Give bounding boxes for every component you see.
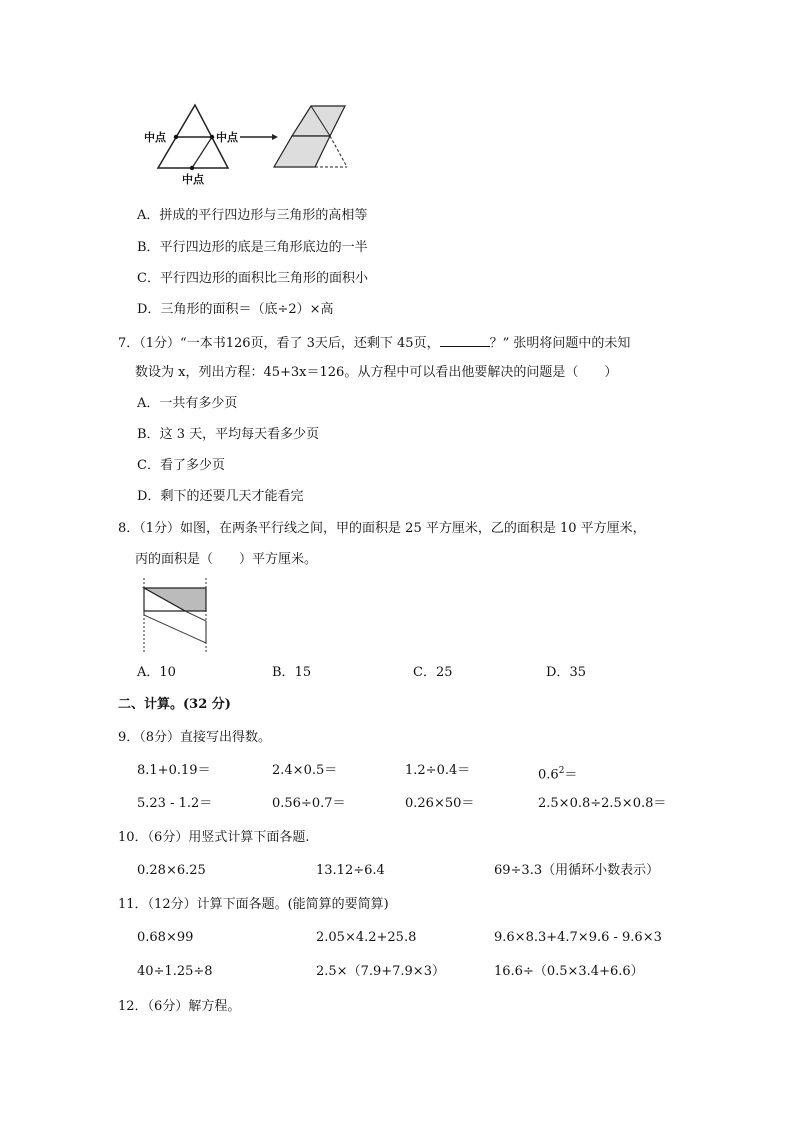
q9-item: 1.2÷0.4＝ [405,763,471,778]
q9-item: 2.4×0.5＝ [272,763,338,778]
option-text: 看了多少页 [159,458,225,473]
q7-option-c [137,457,225,475]
q9-item-power [538,762,577,784]
q11-item: 2.05×4.2+25.8 [316,930,417,945]
q11-item: 0.68×99 [137,930,194,945]
option-text: 三角形的面积＝（底÷2）×高 [160,302,334,317]
q8-option-c [413,664,453,682]
q7-option-d [137,488,303,506]
q7-stem-line1 [118,333,630,353]
q8-stem-line2: 丙的面积是（ ）平方厘米。 [135,552,318,567]
option-text: 拼成的平行四边形与三角形的高相等 [159,208,368,223]
midpoint-label-right: 中点 [216,131,238,144]
q10-item: 13.12÷6.4 [316,863,385,878]
q6-option-d [137,301,334,319]
option-key: A． [137,665,160,680]
q8-option-b [272,664,311,682]
option-text: 剩下的还要几天才能看完 [160,489,304,504]
midpoint-label-bottom: 中点 [182,173,204,186]
triangle-to-parallelogram-figure [140,95,370,190]
q10-item: 0.28×6.25 [137,863,206,878]
q11-item: 40÷1.25÷8 [137,964,213,979]
option-key: A． [137,208,160,223]
option-key: D． [137,302,161,317]
q11-item: 16.6÷（0.5×3.4+6.6） [494,964,644,979]
q9-item: 0.26×50＝ [405,796,475,811]
q6-option-b [137,239,368,257]
q7-option-a [137,395,237,413]
option-text: 25 [435,665,453,680]
equals: ＝ [564,767,578,783]
option-text: 35 [569,665,586,680]
base: 0.6 [538,767,559,783]
q6-option-a [137,207,367,225]
exponent: 2 [558,766,565,776]
q9-title: 9．（8分）直接写出得数。 [118,730,272,745]
q7-option-b [137,426,319,444]
q9-item: 8.1+0.19＝ [137,763,211,778]
option-text: 这 3 天，平均每天看多少页 [159,427,320,442]
q7-stem-part1: 7．（1分）“一本书126页，看了 3天后，还剩下 45页， [118,336,440,351]
option-key: B． [137,240,160,255]
option-key: D． [546,665,570,680]
section-heading-calculation: 二、计算。(32 分) [118,697,231,712]
q6-option-c [137,270,368,288]
q7-stem-part2: ？” 张明将问题中的未知 [489,336,631,351]
option-key: B． [137,427,160,442]
q11-title: 11．（12分）计算下面各题。(能简算的要简算) [118,897,389,912]
midpoint-label-left: 中点 [144,131,166,144]
q7-stem-line2: 数设为 x，列出方程：45+3x＝126。从方程中可以看出他要解决的问题是（ ） [135,365,618,380]
option-text: 15 [294,665,312,680]
q7-blank [440,333,490,347]
option-key: C． [137,458,160,473]
option-key: A． [137,396,160,411]
q10-title: 10．（6分）用竖式计算下面各题. [118,830,310,845]
parallel-lines-diagram-svg [140,578,220,658]
option-key: C． [137,271,160,286]
q8-option-d [546,664,586,682]
option-text: 一共有多少页 [159,396,238,411]
option-key: B． [272,665,295,680]
q11-item: 9.6×8.3+4.7×9.6 - 9.6×3 [494,930,662,945]
q9-item: 2.5×0.8÷2.5×0.8＝ [538,796,667,811]
q9-item: 0.56÷0.7＝ [272,796,346,811]
option-text: 平行四边形的底是三角形底边的一半 [159,240,368,255]
option-key: C． [413,665,436,680]
triangle-diagram-svg [140,95,370,190]
parallel-lines-figure [140,578,220,658]
option-key: D． [137,489,161,504]
q8-option-a [137,664,176,682]
q8-stem-line1: 8．（1分）如图，在两条平行线之间，甲的面积是 25 平方厘米，乙的面积是 10 平方厘米， [118,521,646,536]
q11-item: 2.5×（7.9+7.9×3） [316,964,445,979]
q12-title: 12．（6分）解方程。 [118,999,241,1014]
option-text: 10 [159,665,176,680]
q9-item: 5.23 - 1.2＝ [137,796,213,811]
q10-item: 69÷3.3（用循环小数表示） [494,863,660,878]
option-text: 平行四边形的面积比三角形的面积小 [159,271,368,286]
